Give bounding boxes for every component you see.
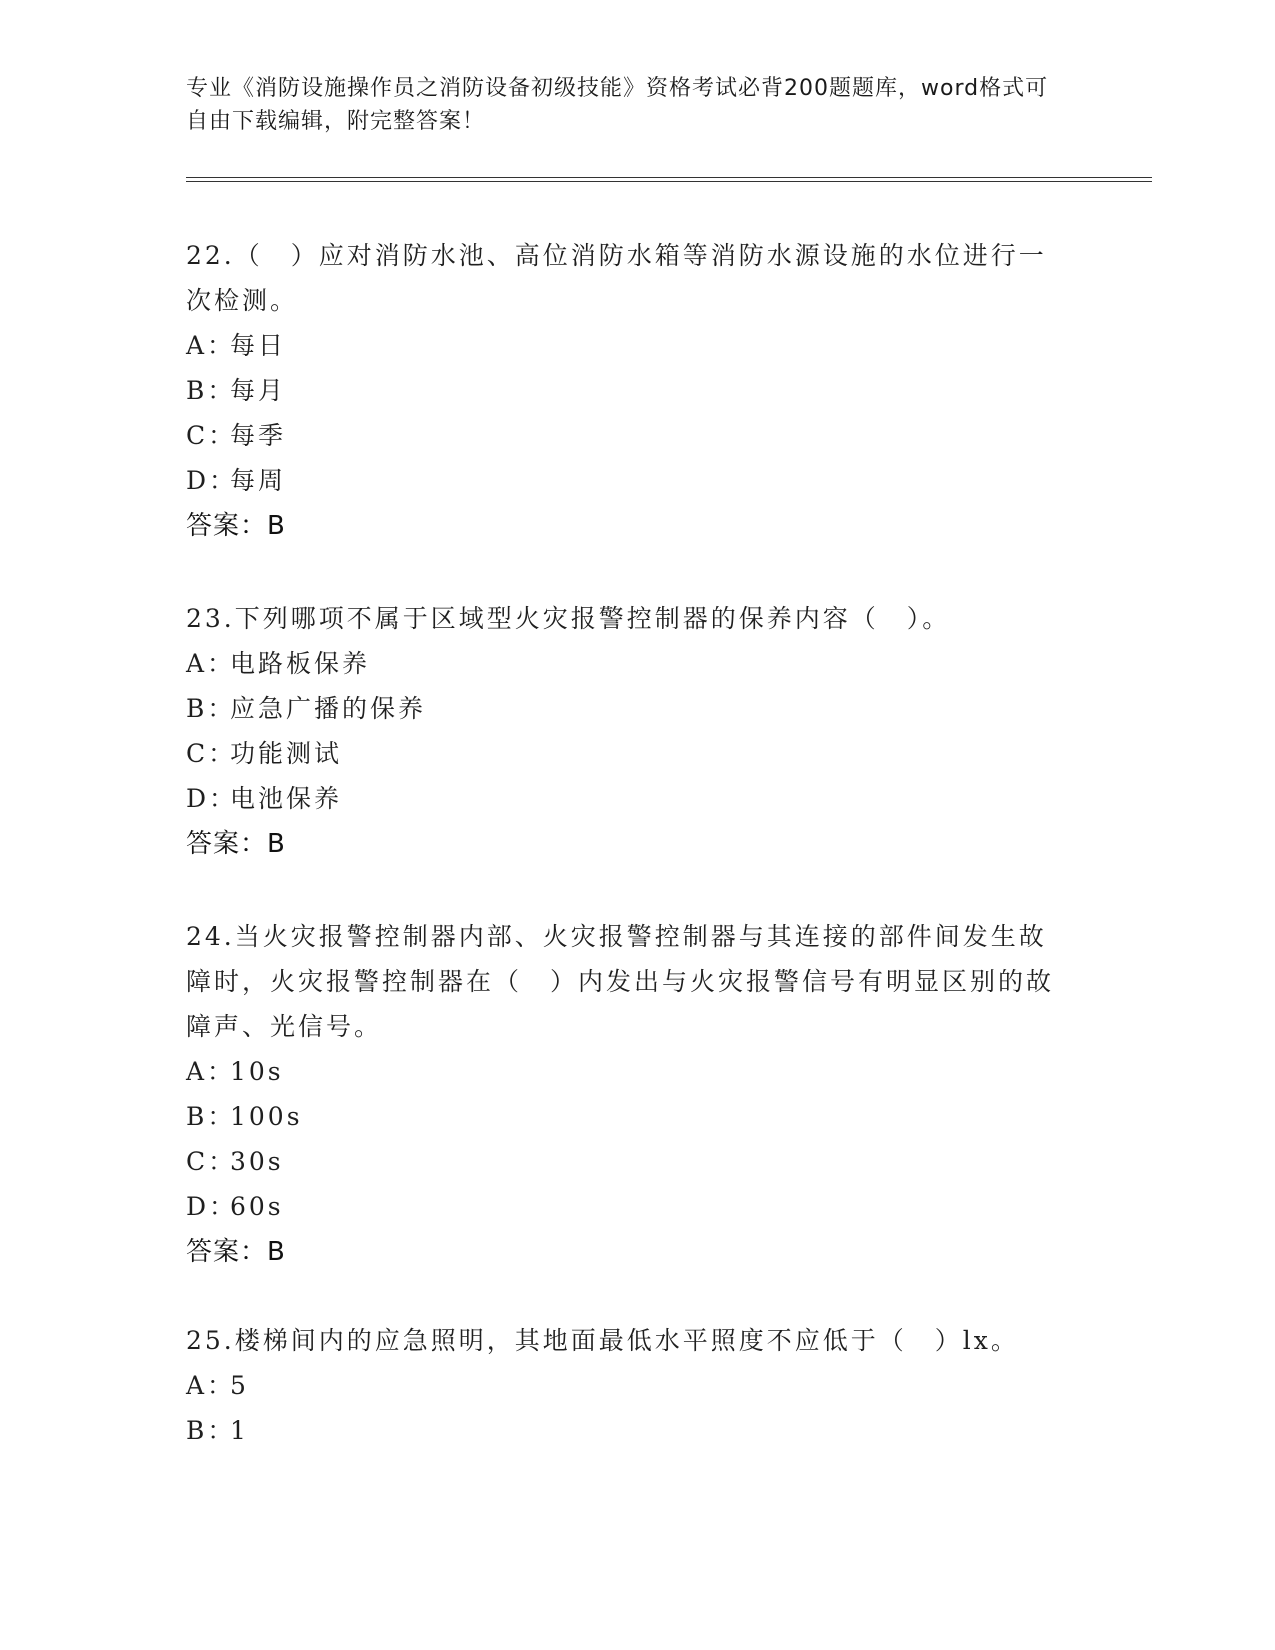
option-key: A：	[186, 649, 236, 678]
option-b	[186, 686, 1066, 731]
option-text: 30s	[230, 1147, 284, 1176]
option-text: 每日	[230, 331, 287, 360]
option-text: 电路板保养	[230, 649, 371, 678]
option-text: 电池保养	[230, 784, 343, 813]
option-text: 5	[230, 1371, 249, 1400]
option-a	[186, 1049, 1066, 1094]
option-d	[186, 458, 1066, 503]
option-text: 1	[230, 1416, 249, 1445]
option-key: D：	[186, 466, 238, 495]
question-23	[186, 596, 1066, 867]
document-header: 专业《消防设施操作员之消防设备初级技能》资格考试必背200题题库，word格式可自由下载编辑，附完整答案！	[186, 76, 1049, 134]
answer-line: 答案：B	[186, 511, 286, 541]
question-24	[186, 914, 1066, 1275]
option-text: 10s	[230, 1057, 284, 1086]
option-b	[186, 368, 1066, 413]
question-stem: 22.（ ）应对消防水池、高位消防水箱等消防水源设施的水位进行一次检测。	[186, 241, 1047, 315]
option-key: B：	[186, 376, 236, 405]
option-d	[186, 776, 1066, 821]
question-stem: 25.楼梯间内的应急照明，其地面最低水平照度不应低于（ ）lx。	[186, 1326, 1019, 1355]
option-key: B：	[186, 1102, 236, 1131]
question-22	[186, 233, 1066, 549]
option-text: 每月	[230, 376, 287, 405]
option-text: 功能测试	[230, 739, 343, 768]
option-text: 60s	[230, 1192, 284, 1221]
option-text: 每周	[230, 466, 287, 495]
question-stem: 24.当火灾报警控制器内部、火灾报警控制器与其连接的部件间发生故障时，火灾报警控制器在（ ）内发出与火灾报警信号有明显区别的故障声、光信号。	[186, 922, 1055, 1041]
option-c	[186, 413, 1066, 458]
answer-line: 答案：B	[186, 829, 286, 859]
option-b	[186, 1094, 1066, 1139]
option-text: 每季	[230, 421, 287, 450]
option-key: D：	[186, 1192, 238, 1221]
option-d	[186, 1184, 1066, 1229]
option-a	[186, 641, 1066, 686]
option-key: C：	[186, 421, 237, 450]
option-a	[186, 1363, 1066, 1408]
option-key: D：	[186, 784, 238, 813]
answer-line: 答案：B	[186, 1237, 286, 1267]
option-text: 应急广播的保养	[230, 694, 427, 723]
header-divider-top	[186, 177, 1152, 178]
option-b	[186, 1408, 1066, 1453]
question-stem: 23.下列哪项不属于区域型火灾报警控制器的保养内容（ ）。	[186, 604, 951, 633]
option-c	[186, 731, 1066, 776]
option-key: A：	[186, 1057, 236, 1086]
option-text: 100s	[230, 1102, 303, 1131]
question-25	[186, 1318, 1066, 1453]
option-c	[186, 1139, 1066, 1184]
option-key: C：	[186, 739, 237, 768]
option-key: B：	[186, 1416, 236, 1445]
option-a	[186, 323, 1066, 368]
option-key: A：	[186, 1371, 236, 1400]
header-divider-bottom	[186, 181, 1152, 182]
option-key: C：	[186, 1147, 237, 1176]
option-key: A：	[186, 331, 236, 360]
option-key: B：	[186, 694, 236, 723]
